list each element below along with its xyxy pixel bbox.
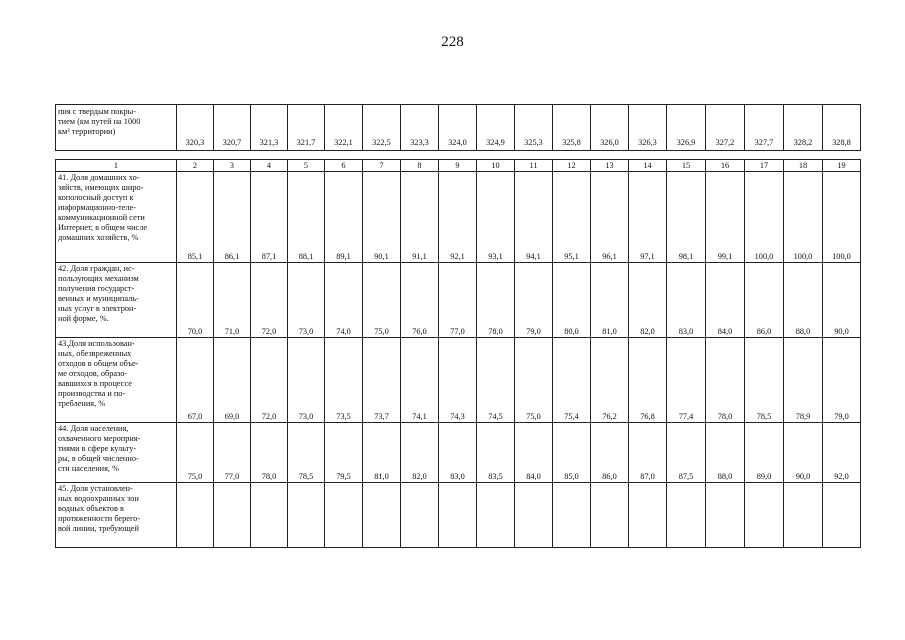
value-cell [439,483,477,548]
label-line: водных объектов в [58,504,124,513]
value-cell: 73,0 [288,338,325,423]
label-line: информационно-теле- [58,203,137,212]
row-label [56,338,177,423]
value-cell [823,483,861,548]
value-cell [667,483,706,548]
value-cell: 76,2 [591,338,629,423]
label-line: тием (км путей на 1000 [58,117,141,126]
value-cell: 83,0 [439,423,477,483]
value-cell [288,483,325,548]
column-number: 17 [745,160,784,172]
column-number: 6 [325,160,363,172]
column-number: 8 [401,160,439,172]
column-number: 3 [214,160,251,172]
value-cell: 324,9 [477,105,515,151]
value-cell: 326,0 [591,105,629,151]
column-number: 10 [477,160,515,172]
column-number-row [56,160,861,172]
value-cell: 82,0 [401,423,439,483]
value-cell: 74,0 [325,263,363,338]
value-cell: 74,1 [401,338,439,423]
value-cell: 74,3 [439,338,477,423]
value-cell: 77,0 [214,423,251,483]
value-cell: 100,0 [784,172,823,263]
value-cell: 328,8 [823,105,861,151]
value-cell: 75,0 [515,338,553,423]
value-cell [214,483,251,548]
label-line: зяйств, имеющих широ- [58,183,144,192]
value-cell: 76,0 [401,263,439,338]
value-cell: 78,5 [745,338,784,423]
label-line: ры, в общей численно- [58,454,139,463]
label-line: пия с твердым покры- [58,107,136,116]
label-line: тиями в сфере культу- [58,444,137,453]
column-number: 2 [177,160,214,172]
value-cell [553,483,591,548]
column-number: 5 [288,160,325,172]
value-cell: 99,1 [706,172,745,263]
label-line: домашних хозяйств, % [58,233,139,242]
value-cell: 88,0 [706,423,745,483]
value-cell: 90,0 [823,263,861,338]
value-cell: 87,5 [667,423,706,483]
value-cell: 100,0 [745,172,784,263]
value-cell: 67,0 [177,338,214,423]
page-number: 228 [441,34,464,50]
label-line: коммуникационной сети [58,213,145,222]
value-cell: 76,8 [629,338,667,423]
label-line: производства и по- [58,389,126,398]
label-line: отходов в общем объе- [58,359,139,368]
value-cell: 92,0 [823,423,861,483]
value-cell: 97,1 [629,172,667,263]
value-cell: 86,0 [591,423,629,483]
value-cell: 328,2 [784,105,823,151]
value-cell: 96,1 [591,172,629,263]
value-cell: 321,7 [288,105,325,151]
value-cell: 325,3 [515,105,553,151]
value-cell: 321,3 [251,105,288,151]
value-cell: 70,0 [177,263,214,338]
value-cell [251,483,288,548]
label-line: кополосный доступ к [58,193,134,202]
value-cell [784,483,823,548]
value-cell [325,483,363,548]
value-cell: 81,0 [591,263,629,338]
value-cell: 325,8 [553,105,591,151]
value-cell: 98,1 [667,172,706,263]
table-row [56,483,861,548]
row-label [56,263,177,338]
value-cell: 89,0 [745,423,784,483]
column-number: 16 [706,160,745,172]
value-cell: 78,0 [706,338,745,423]
value-cell: 81,0 [363,423,401,483]
value-cell: 74,5 [477,338,515,423]
label-line: требления, % [58,399,106,408]
value-cell: 86,1 [214,172,251,263]
label-line: 44. Доля населения, [58,424,129,433]
value-cell: 324,0 [439,105,477,151]
value-cell: 100,0 [823,172,861,263]
value-cell: 72,0 [251,263,288,338]
row-label [56,483,177,548]
label-line: ных услуг в электрон- [58,304,137,313]
value-cell: 72,0 [251,338,288,423]
column-number: 11 [515,160,553,172]
value-cell: 83,0 [667,263,706,338]
value-cell: 326,9 [667,105,706,151]
column-number: 7 [363,160,401,172]
value-cell: 79,0 [515,263,553,338]
value-cell: 80,0 [553,263,591,338]
label-line: ной форме, %. [58,314,109,323]
label-line: получения государст- [58,284,135,293]
table-row [56,423,861,483]
value-cell [706,483,745,548]
label-line: протяженности берего- [58,514,141,523]
value-cell: 84,0 [706,263,745,338]
value-cell: 95,1 [553,172,591,263]
label-line: ных водоохранных зон [58,494,139,503]
column-number: 15 [667,160,706,172]
label-line: охваченного мероприя- [58,434,141,443]
value-cell [591,483,629,548]
label-line: венных и муниципаль- [58,294,139,303]
value-cell: 93,1 [477,172,515,263]
value-cell: 75,4 [553,338,591,423]
label-line: пользующих механизм [58,274,139,283]
value-cell [177,483,214,548]
value-cell [745,483,784,548]
value-cell: 73,7 [363,338,401,423]
value-cell [401,483,439,548]
continuation-table [55,104,861,151]
label-line: ме отходов, образо- [58,369,128,378]
value-cell: 320,3 [177,105,214,151]
value-cell [477,483,515,548]
value-cell: 75,0 [363,263,401,338]
indicators-table [55,159,861,548]
value-cell: 75,0 [177,423,214,483]
label-line: ных, обезвреженных [58,349,132,358]
value-cell: 78,9 [784,338,823,423]
value-cell: 71,0 [214,263,251,338]
value-cell: 77,4 [667,338,706,423]
value-cell: 69,0 [214,338,251,423]
label-line: 43.Доля использован- [58,339,135,348]
value-cell: 83,5 [477,423,515,483]
value-cell [515,483,553,548]
value-cell: 85,0 [553,423,591,483]
row-label [56,105,177,151]
value-cell [363,483,401,548]
row-label [56,423,177,483]
value-cell [629,483,667,548]
value-cell: 78,0 [477,263,515,338]
row-label [56,172,177,263]
table-row [56,338,861,423]
label-line: вавшихся в процессе [58,379,132,388]
value-cell: 323,3 [401,105,439,151]
value-cell: 91,1 [401,172,439,263]
label-line: 42. Доля граждан, ис- [58,264,135,273]
column-number: 9 [439,160,477,172]
value-cell: 90,1 [363,172,401,263]
value-cell: 322,1 [325,105,363,151]
value-cell: 88,0 [784,263,823,338]
value-cell: 327,7 [745,105,784,151]
value-cell: 90,0 [784,423,823,483]
value-cell: 78,5 [288,423,325,483]
value-cell: 89,1 [325,172,363,263]
value-cell: 327,2 [706,105,745,151]
value-cell: 94,1 [515,172,553,263]
value-cell: 92,1 [439,172,477,263]
value-cell: 84,0 [515,423,553,483]
value-cell: 87,0 [629,423,667,483]
column-number: 13 [591,160,629,172]
label-line: вой линии, требующей [58,524,139,533]
label-line: 45. Доля установлен- [58,484,133,493]
label-line: 41. Доля домашних хо- [58,173,140,182]
label-line: сти населения, % [58,464,119,473]
table-row [56,263,861,338]
value-cell: 77,0 [439,263,477,338]
column-number: 14 [629,160,667,172]
value-cell: 79,0 [823,338,861,423]
value-cell: 322,5 [363,105,401,151]
value-cell: 88,1 [288,172,325,263]
column-number: 18 [784,160,823,172]
value-cell: 85,1 [177,172,214,263]
value-cell: 320,7 [214,105,251,151]
value-cell: 79,5 [325,423,363,483]
table-row [56,172,861,263]
value-cell: 82,0 [629,263,667,338]
column-number: 12 [553,160,591,172]
column-number: 4 [251,160,288,172]
value-cell: 86,0 [745,263,784,338]
value-cell: 87,1 [251,172,288,263]
table-row [56,105,861,151]
value-cell: 326,3 [629,105,667,151]
column-number: 1 [56,160,177,172]
label-line: км² территории) [58,127,116,136]
value-cell: 78,0 [251,423,288,483]
label-line: Интернет, в общем числе [58,223,148,232]
value-cell: 73,5 [325,338,363,423]
value-cell: 73,0 [288,263,325,338]
column-number: 19 [823,160,861,172]
